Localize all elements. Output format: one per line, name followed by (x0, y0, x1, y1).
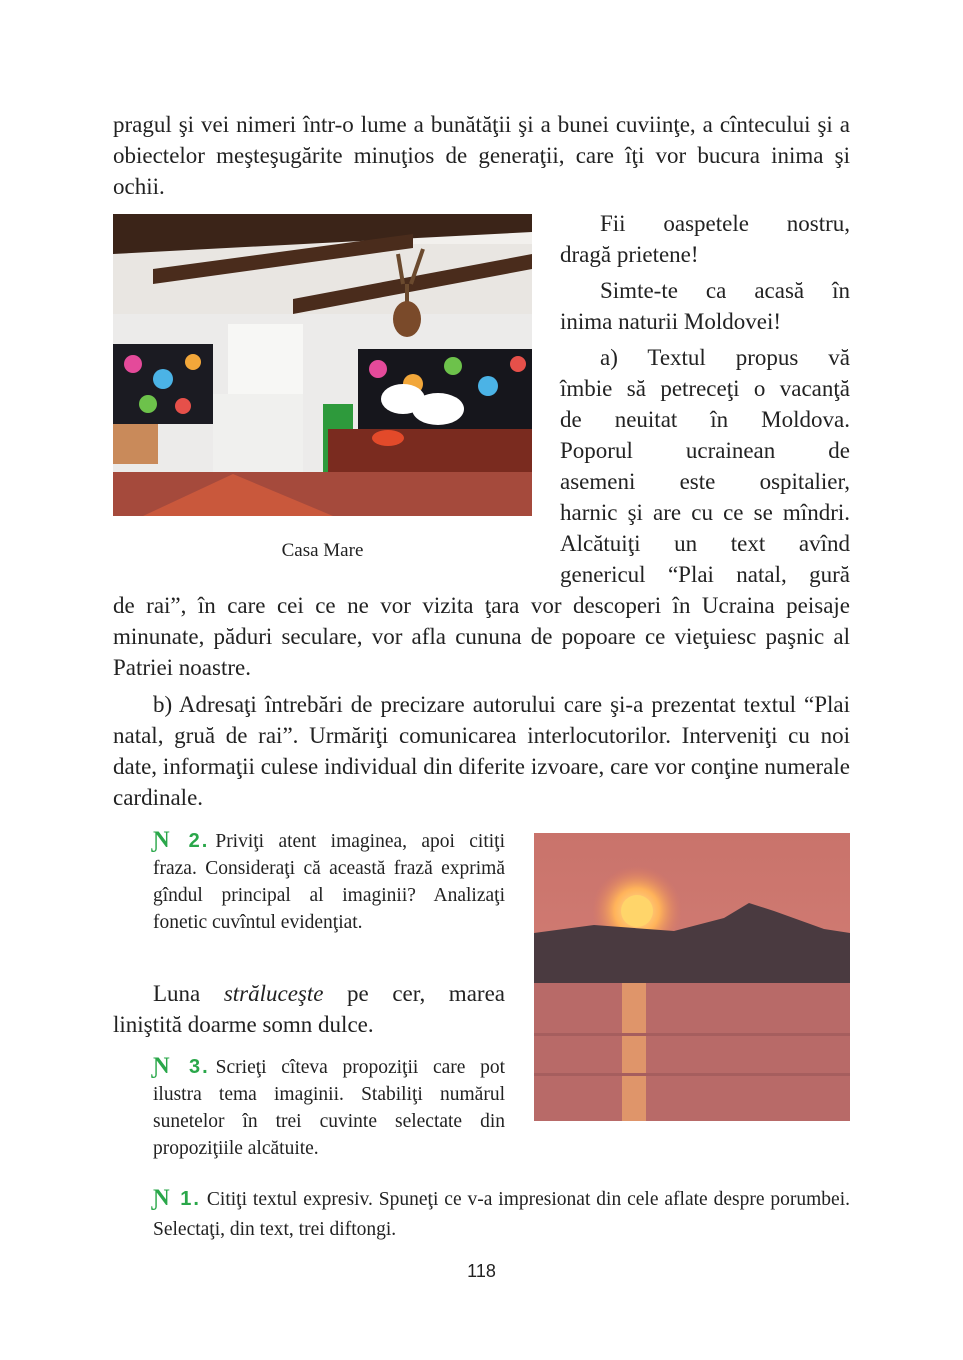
right-col-line-4: inima naturii Moldovei! (560, 309, 782, 334)
right-col-line-1: Fii oaspetele nostru, (600, 211, 850, 236)
photo-caption: Casa Mare (281, 540, 364, 561)
page-number: 118 (467, 1261, 496, 1281)
task-1 (153, 1183, 850, 1245)
task-a-line: asemeni este ospitalier, (560, 469, 850, 494)
task-b-paragraph: b) Adresaţi întrebări de precizare autorului care şi-a prezentat textul “Plai natal, gruă de rai”. Urmăriţi comunicarea interlocutorilor. Interveniţi cu noi date, informaţii culese individual din diferite izvoare, care vor conţine numerale cardinale. (113, 692, 850, 810)
task-a-line: a) Textul propus vă (600, 345, 850, 370)
task-1-text: Citiţi textul expresiv. Spuneţi ce v-a impresionat din cele aflate despre porumbei. Selectaţi, din text, trei diftongi. (153, 1189, 850, 1240)
highlighted-word: străluceşte (223, 981, 324, 1006)
task-a-line: de neuitat în Moldova. (560, 407, 850, 432)
task-3-label: Ɲ 3. (153, 1053, 210, 1078)
right-col-line-2: dragă prietene! (560, 242, 699, 267)
example-sentence: Luna străluceşte pe cer, marea liniştită doarme somn dulce. (113, 981, 505, 1037)
task-3 (153, 1052, 505, 1162)
task-number-icon: Ɲ (153, 1053, 172, 1078)
task-a-continuation: de rai”, în care cei ce ne vor vizita ţara vor descoperi în Ucraina peisaje minunate, păduri seculare, vor afla cununa de popoare ce vieţuiesc paşnic al Patriei noastre. (113, 593, 850, 680)
task-2-label: Ɲ 2. (153, 827, 210, 852)
casa-mare-photo (113, 214, 532, 516)
task-number-icon: Ɲ (153, 1185, 172, 1210)
task-a-line: Poporul ucrainean de (560, 438, 850, 463)
sunset-photo (534, 833, 850, 1121)
task-3-text: Scrieţi cîteva propoziţii care pot ilustra tema imaginii. Stabiliţi numărul sunetelor în trei cuvinte selectate din propoziţiile alcătuite. (153, 1057, 505, 1159)
task-number-icon: Ɲ (153, 827, 172, 852)
task-2 (153, 826, 505, 936)
task-2-text: Priviţi atent imaginea, apoi citiţi fraza. Consideraţi că această frază exprimă gîndul principal al imaginii? Analizaţi fonetic cuvîntul evidenţiat. (153, 831, 505, 933)
task-a-line: îmbie să petreceţi o vacanţă (560, 376, 850, 401)
task-a-line: genericul “Plai natal, gură (560, 562, 850, 587)
task-a-line: Alcătuiţi un text avînd (560, 531, 850, 556)
intro-paragraph: pragul şi vei nimeri într-o lume a bunătăţii şi a bunei cuviinţe, a cîntecului şi a obiectelor meşteşugărite minuţios de generaţii, care îţi vor bucura inima şi ochii. (113, 112, 850, 199)
task-a-line: harnic şi are cu ce se mîndri. (560, 500, 850, 525)
task-1-label: Ɲ 1. (153, 1185, 201, 1210)
right-col-line-3: Simte-te ca acasă în (600, 278, 850, 303)
